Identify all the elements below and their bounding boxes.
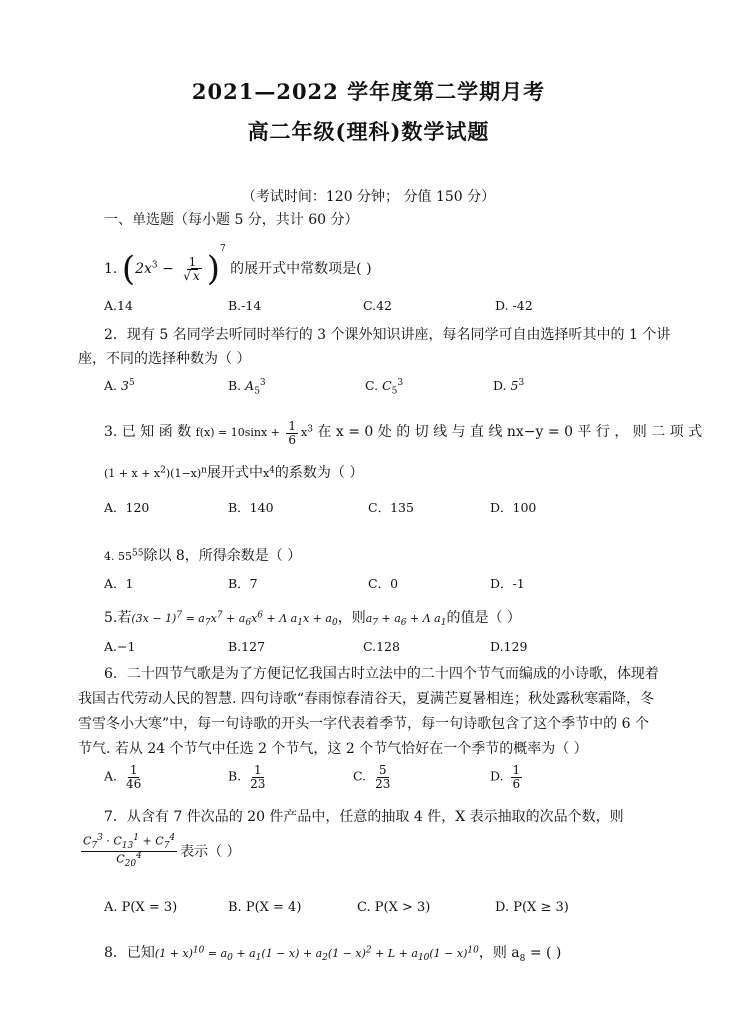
question-6-line-2: 我国古代劳动人民的智慧. 四句诗歌“春雨惊春清谷天，夏满芒夏暑相连；秋处露秋寒霜降，冬: [78, 691, 655, 707]
q1-option-a: A.14: [104, 298, 133, 313]
q3-option-a: A．120: [104, 500, 150, 515]
question-6-line-3: 雪雪冬小大寒”中，每一句诗歌的开头一字代表着季节，每一句诗歌包含了这个季节中的 6 个: [78, 716, 649, 732]
q3-option-c: C．135: [368, 500, 414, 515]
q6-option-c: C. $\frac{5}{23}$: [353, 763, 391, 791]
q6-option-b: B. $\frac{1}{23}$: [228, 763, 266, 791]
question-6-line-1: 6．二十四节气歌是为了方便记忆我国古时立法中的二十四个节气而编成的小诗歌，体现着: [104, 666, 659, 682]
question-1-number: 1.: [104, 261, 118, 277]
q5-option-d: D.129: [490, 639, 528, 654]
q6-option-a: A. $\frac{1}{46}$: [104, 763, 142, 791]
q3-binomial: $(1 + x + x^2)(1-x)^n$: [104, 465, 207, 480]
q3-function: f(x) = 10sinx + $\frac{1}{6}$ $x^3$: [195, 419, 313, 447]
exam-subtitle: 高二年级(理科)数学试题: [247, 119, 490, 144]
question-5: 5.若$(3x - 1)^7 = a_7x^7 + a_6x^6 + \Lambda$ $a_1x + a_0$，则$a_7 + a_6 + \Lambda$ $a_1$的值是（ ）: [104, 610, 521, 629]
q5-option-a: A.−1: [104, 639, 136, 654]
q2-option-d: D. $5^3$: [493, 378, 525, 394]
q1-option-c: C.42: [363, 298, 392, 313]
q7-option-a: A. P(X = 3): [104, 900, 178, 915]
question-3-line-2: $(1 + x + x^2)(1-x)^n$展开式中$x^4$的系数为（ ）: [104, 465, 364, 481]
question-7-line-1: 7．从含有 7 件次品的 20 件产品中，任意的抽取 4 件，X 表示抽取的次品个数，则: [104, 809, 624, 825]
question-1: [104, 244, 372, 289]
section-heading: 一、单选题（每小题 5 分，共计 60 分）: [104, 212, 359, 228]
question-1-formula: ($2x^3$ − $\frac{1}{√ x}$ )$^7$: [121, 244, 226, 289]
q5-option-c: C.128: [363, 639, 400, 654]
q2-option-b: B. $A_5^3$: [228, 378, 266, 397]
question-4: 4. $55^{55}$除以 8，所得余数是（ ）: [104, 548, 302, 564]
q2-option-c: C. $C_5^3$: [365, 378, 404, 397]
q4-option-c: C．0: [368, 576, 399, 591]
q5-option-b: B.127: [228, 639, 266, 654]
q3-option-b: B．140: [228, 500, 274, 515]
exam-info: （考试时间：120 分钟； 分值 150 分）: [241, 189, 496, 205]
question-1-text: 的展开式中常数项是( ): [230, 261, 372, 277]
exam-title: 2021—2022 学年度第二学期月考: [191, 79, 546, 104]
q1-option-d: D. -42: [495, 298, 533, 313]
q4-option-a: A．1: [104, 576, 134, 591]
q1-option-b: B.-14: [228, 298, 262, 313]
q4-option-b: B．7: [228, 576, 258, 591]
question-8: 8．已知$(1 + x)^{10} = a_0 + a_1(1 - x) + a_2(1 - x)^2 + L + a_{10}(1 - x)^{10}$，则 $a_8$ = ( ): [104, 945, 562, 964]
q7-option-d: D. P(X ≥ 3): [495, 900, 569, 915]
q4-option-d: D．-1: [490, 576, 525, 591]
question-2-line-2: 座，不同的选择种数为（ ）: [78, 351, 251, 367]
q6-option-d: D. $\frac{1}{6}$: [490, 763, 521, 791]
question-3-line-1: 3. 已 知 函 数 f(x) = 10sinx + $\frac{1}{6}$ $x^3$ 在 x = 0 处 的 切 线 与 直 线 nx−y = 0 平 行 ， 则 二 项 式: [104, 419, 703, 447]
question-6-line-4: 节气. 若从 24 个节气中任选 2 个节气，这 2 个节气恰好在一个季节的概率为（ ）: [78, 741, 588, 757]
question-7-line-2: $\frac{C_7^3 \cdot C_{13}^1 + C_7^4}{C_{20}^4}$ 表示（ ）: [83, 833, 241, 870]
q2-option-a: A. $3^5$: [104, 378, 135, 394]
q3-option-d: D．100: [490, 500, 537, 515]
q7-option-c: C. P(X > 3): [357, 900, 431, 915]
q7-option-b: B. P(X = 4): [228, 900, 302, 915]
question-2-line-1: 2．现有 5 名同学去听同时举行的 3 个课外知识讲座，每名同学可自由选择听其中的 1 个讲: [104, 327, 671, 343]
